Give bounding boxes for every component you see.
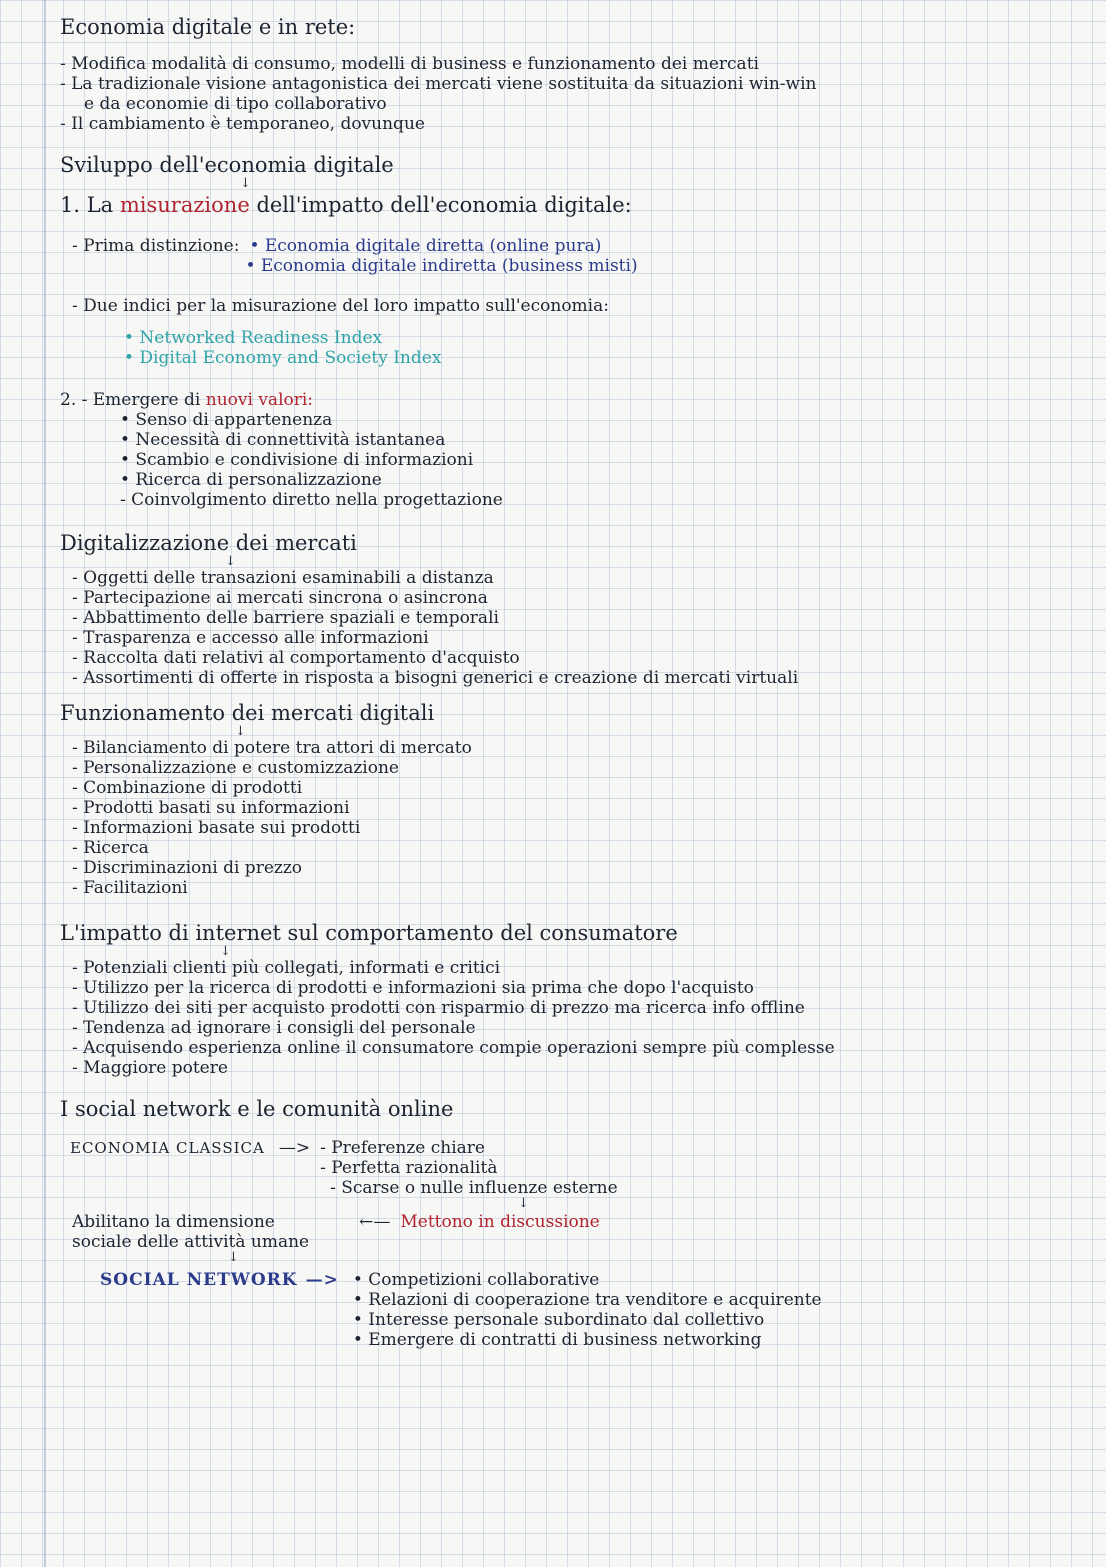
abilitano-line: Abilitano la dimensione [72,1212,275,1232]
classic-item: - Scarse o nulle influenze esterne [330,1178,618,1198]
list-item: - Il cambiamento è temporaneo, dovunque [60,114,425,134]
subsection-prefix: 1. La [60,193,114,217]
list-item: - Utilizzo per la ricerca di prodotti e informazioni sia prima che dopo l'acquisto [72,978,754,998]
list-item: - Maggiore potere [72,1058,228,1078]
list-item: - Facilitazioni [72,878,188,898]
abilitano-line: sociale delle attività umane [72,1232,310,1252]
economia-classica-row [60,1138,1090,1198]
subsection-prefix: 2. - Emergere di [60,390,201,410]
distinction-item: • Economia digitale indiretta (business misti) [245,256,638,276]
section-title-digitalizzazione: Digitalizzazione dei mercati [60,531,357,555]
list-item: - Abbattimento delle barriere spaziali e temporali [72,608,499,628]
section-title-sviluppo: Sviluppo dell'economia digitale [60,153,394,177]
mettono-in-discussione: Mettono in discussione [400,1212,600,1232]
section-title-impatto-internet: L'impatto di internet sul comportamento del consumatore [60,921,678,945]
social-item: • Competizioni collaborative [352,1270,600,1290]
distinction-label: - Prima distinzione: [72,236,240,256]
arrow-down-icon: ↓ [240,176,251,191]
list-item: - Bilanciamento di potere tra attori di mercato [72,738,472,758]
list-item: - Modifica modalità di consumo, modelli di business e funzionamento dei mercati [60,54,759,74]
social-item: • Emergere di contratti di business networking [352,1330,762,1350]
section-title-funzionamento: Funzionamento dei mercati digitali [60,701,435,725]
subsection-misurazione [60,192,1090,218]
social-network-row [60,1270,1090,1350]
list-item: - Personalizzazione e customizzazione [72,758,399,778]
list-item: - Trasparenza e accesso alle informazioni [72,628,429,648]
highlight-nuovi-valori: nuovi valori: [205,390,314,410]
arrow-down-icon: ↓ [228,1250,239,1265]
highlight-misurazione: misurazione [119,193,250,217]
social-item: • Relazioni di cooperazione tra venditore e acquirente [352,1290,822,1310]
list-item: e da economie di tipo collaborativo [84,94,387,114]
social-network-label: SOCIAL NETWORK [100,1270,298,1290]
distinction-list [245,236,638,276]
subsection-nuovi-valori [60,390,1090,410]
arrow-down-icon: ↓ [220,944,231,959]
list-item: - Combinazione di prodotti [72,778,303,798]
value-item: • Scambio e condivisione di informazioni [120,450,474,470]
index-item: • Networked Readiness Index [124,328,383,348]
abilitano-text [60,1212,309,1252]
index-item: • Digital Economy and Society Index [124,348,442,368]
notebook-margin-line [44,0,46,1567]
arrow-down-icon: ↓ [225,554,236,569]
list-item: - Ricerca [72,838,149,858]
section-title-economia-digitale: Economia digitale e in rete: [60,15,356,39]
section-title-social-network: I social network e le comunità online [60,1097,454,1121]
subsection-rest: dell'impatto dell'economia digitale: [256,193,632,217]
list-item: - Utilizzo dei siti per acquisto prodotti con risparmio di prezzo ma ricerca info offline [72,998,805,1018]
economia-classica-label: ECONOMIA CLASSICA [70,1139,265,1157]
arrow-left-icon: ←— [359,1212,391,1232]
value-item: • Necessità di connettività istantanea [120,430,446,450]
value-item: • Senso di appartenenza [120,410,333,430]
list-item: - Assortimenti di offerte in risposta a bisogni generici e creazione di mercati virtuali [72,668,799,688]
list-item: - Discriminazioni di prezzo [72,858,303,878]
social-list [353,1270,822,1350]
list-item: - La tradizionale visione antagonistica dei mercati viene sostituita da situazioni win-win [60,74,817,94]
distinction-row [60,236,1090,276]
classic-item: - Perfetta razionalità [320,1158,498,1178]
list-item: - Oggetti delle transazioni esaminabili a distanza [72,568,494,588]
list-item: - Partecipazione ai mercati sincrona o asincrona [72,588,488,608]
list-item: - Informazioni basate sui prodotti [72,818,361,838]
notebook-page [60,14,1090,1350]
value-item: - Coinvolgimento diretto nella progettazione [120,490,503,510]
list-item: - Raccolta dati relativi al comportamento d'acquisto [72,648,520,668]
list-item: - Tendenza ad ignorare i consigli del personale [72,1018,476,1038]
list-item: - Potenziali clienti più collegati, informati e critici [72,958,501,978]
abilitano-row [60,1212,1090,1252]
list-item: - Prodotti basati su informazioni [72,798,350,818]
arrow-down-icon: ↓ [518,1196,529,1211]
classic-item: - Preferenze chiare [320,1138,485,1158]
social-item: • Interesse personale subordinato dal collettivo [352,1310,765,1330]
value-item: • Ricerca di personalizzazione [120,470,382,490]
classic-list [320,1138,618,1198]
distinction-item: • Economia digitale diretta (online pura) [249,236,602,256]
list-item: - Acquisendo esperienza online il consumatore compie operazioni sempre più complesse [72,1038,835,1058]
arrow-down-icon: ↓ [235,724,246,739]
indices-label: - Due indici per la misurazione del loro impatto sull'economia: [72,296,609,316]
arrow-right-icon: —> [305,1270,339,1290]
arrow-right-icon: —> [278,1138,311,1158]
